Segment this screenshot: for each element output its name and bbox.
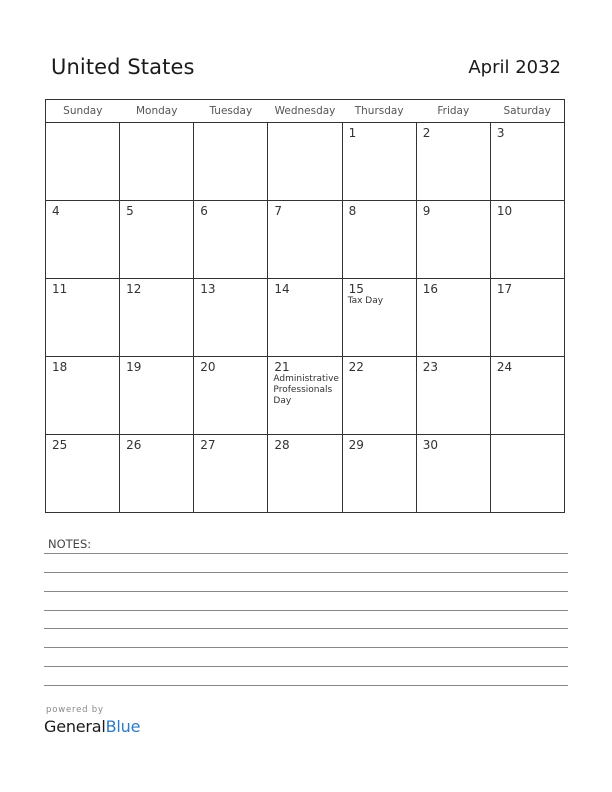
day-cell xyxy=(342,123,416,201)
day-number: 13 xyxy=(200,282,216,296)
day-number: 26 xyxy=(126,438,142,452)
day-number xyxy=(120,123,193,126)
day-number xyxy=(194,123,267,126)
weekday-monday: Monday xyxy=(120,100,194,123)
day-number: 16 xyxy=(422,282,438,296)
day-number: 22 xyxy=(348,360,364,374)
notes-line xyxy=(44,647,568,648)
day-cell xyxy=(268,279,342,357)
day-number: 11 xyxy=(52,282,68,296)
notes-line xyxy=(44,591,568,592)
day-cell xyxy=(342,435,416,513)
day-number: 14 xyxy=(274,282,290,296)
day-number: 2 xyxy=(422,126,431,140)
day-cell xyxy=(268,357,342,435)
weekday-thursday: Thursday xyxy=(342,100,416,123)
day-cell xyxy=(46,201,120,279)
day-number: 20 xyxy=(200,360,216,374)
day-cell xyxy=(46,357,120,435)
brand-blue: Blue xyxy=(105,717,141,736)
weekday-friday: Friday xyxy=(416,100,490,123)
week-row xyxy=(46,435,565,513)
week-row xyxy=(46,279,565,357)
day-cell xyxy=(120,201,194,279)
weekday-tuesday: Tuesday xyxy=(194,100,268,123)
day-number: 29 xyxy=(348,438,364,452)
notes-line xyxy=(44,553,568,554)
week-row xyxy=(46,123,565,201)
weekday-header-row xyxy=(46,100,565,123)
generalblue-logo xyxy=(44,717,140,736)
day-cell xyxy=(416,201,490,279)
day-number: 8 xyxy=(348,204,357,218)
day-cell xyxy=(120,123,194,201)
day-cell xyxy=(120,357,194,435)
day-number: 18 xyxy=(52,360,68,374)
day-number: 7 xyxy=(274,204,283,218)
day-number: 24 xyxy=(496,360,513,374)
day-number xyxy=(268,123,341,126)
calendar-grid xyxy=(45,99,565,513)
day-number: 30 xyxy=(422,438,438,452)
powered-by-text: powered by xyxy=(46,705,104,715)
day-cell xyxy=(342,279,416,357)
day-cell xyxy=(46,435,120,513)
day-cell xyxy=(120,279,194,357)
week-row xyxy=(46,357,565,435)
country-title: United States xyxy=(51,55,195,79)
brand-general: General xyxy=(44,717,106,736)
day-number: 9 xyxy=(422,204,431,218)
day-number: 28 xyxy=(274,438,290,452)
day-cell xyxy=(490,279,564,357)
notes-line xyxy=(44,628,568,629)
day-number: 25 xyxy=(52,438,68,452)
day-number: 19 xyxy=(126,360,142,374)
day-cell xyxy=(416,357,490,435)
day-cell xyxy=(194,357,268,435)
day-cell xyxy=(342,201,416,279)
day-cell xyxy=(490,201,564,279)
day-cell xyxy=(46,279,120,357)
day-number xyxy=(46,123,119,126)
day-number: 6 xyxy=(200,204,208,218)
weekday-saturday: Saturday xyxy=(490,100,564,123)
day-number: 10 xyxy=(496,204,513,218)
day-number: 5 xyxy=(126,204,134,218)
holiday-label: Administrative Professionals Day xyxy=(273,374,339,406)
day-number: 12 xyxy=(126,282,142,296)
day-number: 15 xyxy=(348,282,364,296)
day-number: 17 xyxy=(496,282,513,296)
weekday-wednesday: Wednesday xyxy=(268,100,342,123)
day-cell xyxy=(342,357,416,435)
day-cell xyxy=(268,123,342,201)
day-number: 23 xyxy=(422,360,438,374)
day-cell xyxy=(46,123,120,201)
day-cell xyxy=(490,123,564,201)
day-cell xyxy=(194,123,268,201)
day-cell xyxy=(268,435,342,513)
day-number: 21 xyxy=(274,360,290,374)
holiday-label: Tax Day xyxy=(347,296,384,306)
month-title: April 2032 xyxy=(468,57,561,78)
notes-line xyxy=(44,685,568,686)
weekday-sunday: Sunday xyxy=(46,100,120,123)
day-cell xyxy=(120,435,194,513)
day-cell xyxy=(194,435,268,513)
day-cell xyxy=(194,201,268,279)
day-cell xyxy=(416,435,490,513)
day-cell xyxy=(268,201,342,279)
week-row xyxy=(46,201,565,279)
day-cell xyxy=(490,357,564,435)
day-number: 3 xyxy=(496,126,505,140)
notes-line xyxy=(44,610,568,611)
notes-line xyxy=(44,572,568,573)
day-cell xyxy=(490,435,564,513)
day-cell xyxy=(416,123,490,201)
day-number: 27 xyxy=(200,438,216,452)
day-cell xyxy=(416,279,490,357)
notes-line xyxy=(44,666,568,667)
day-number: 4 xyxy=(52,204,60,218)
day-number: 1 xyxy=(348,126,357,140)
notes-label: NOTES: xyxy=(48,537,92,551)
day-number xyxy=(491,435,564,438)
day-cell xyxy=(194,279,268,357)
